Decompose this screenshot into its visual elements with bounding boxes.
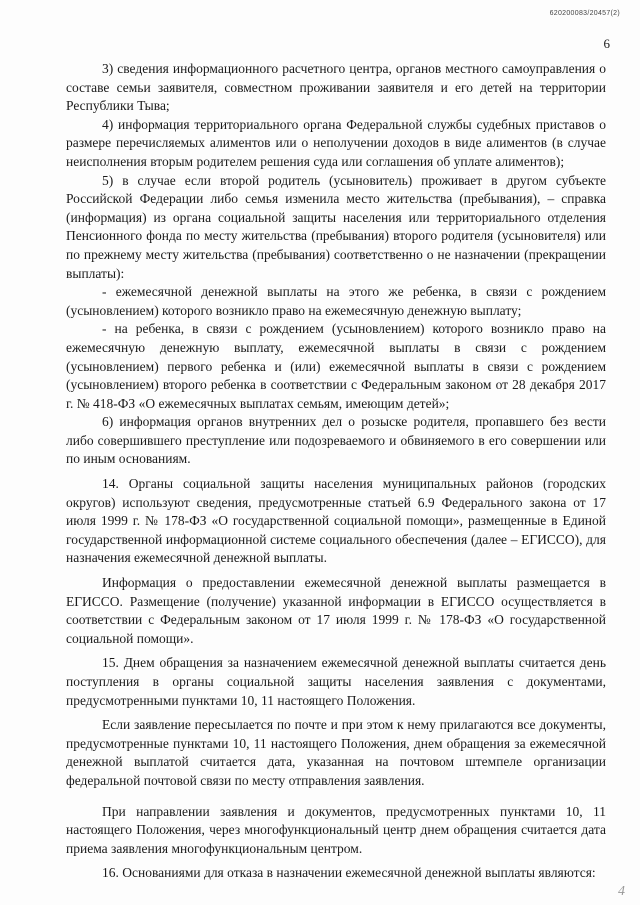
- page-number: 6: [603, 36, 610, 51]
- document-body: [66, 60, 606, 883]
- document-id: 620200083/20457(2): [549, 10, 620, 17]
- paragraph-egisso-info: Информация о предоставлении ежемесячной денежной выплаты размещается в ЕГИССО. Размещение (получение) указанной информации в ЕГИССО осуществляется в соответствии с Федеральным законом от 17 июля 1999 г. № 178-ФЗ «О государственной социальной помощи».: [66, 575, 606, 646]
- corner-handwritten-mark: 4: [618, 884, 625, 899]
- paragraph-mail-submission: Если заявление пересылается по почте и при этом к нему прилагаются все документы, предусмотренные пунктами 10, 11 настоящего Положения, днем обращения за ежемесячной денежной выплатой считается дата, указанная на почтовом штемпеле организации федеральной почтовой связи по месту отправления заявления.: [66, 717, 606, 788]
- paragraph-item-3: 3) сведения информационного расчетного центра, органов местного самоуправления о составе семьи заявителя, совместном проживании заявителя и его детей на территории Республики Тыва;: [66, 61, 606, 114]
- paragraph-item-5: 5) в случае если второй родитель (усыновитель) проживает в другом субъекте Российской Федерации либо семья изменила место жительства (пребывания), – справка (информация) из органа социальной защиты населения или территориального отделения Пенсионного фонда по месту жительства (пребывания) второго родителя (усыновителя) или по прежнему месту жительства (пребывания) соответственно о не назначении (прекращении выплаты):: [66, 172, 606, 281]
- paragraph-item-4: 4) информация территориального органа Федеральной службы судебных приставов о размере перечисляемых алиментов или о неполучении доходов в виде алиментов (в случае неисполнения вторым родителем решения суда или соглашения об уплате алиментов);: [66, 116, 606, 169]
- paragraph-item-6: 6) информация органов внутренних дел о розыске родителя, пропавшего без вести либо совершившего преступление или подозреваемого и обвиняемого в его совершении или по иным основаниям.: [66, 414, 606, 467]
- paragraph-clause-14: 14. Органы социальной защиты населения муниципальных районов (городских округов) используют сведения, предусмотренные статьей 6.9 Федерального закона от 17 июля 1999 г. № 178-ФЗ «О государственной социальной помощи», размещенные в Единой государственной информационной системе социального обеспечения (далее – ЕГИССО), для назначения ежемесячной денежной выплаты.: [66, 476, 606, 566]
- paragraph-clause-16: 16. Основаниями для отказа в назначении ежемесячной денежной выплаты являются:: [102, 865, 596, 881]
- paragraph-dash-1: - ежемесячной денежной выплаты на этого же ребенка, в связи с рождением (усыновлением) которого возникло право на ежемесячную денежную выплату;: [66, 284, 606, 318]
- paragraph-mfc-submission: При направлении заявления и документов, предусмотренных пунктами 10, 11 настоящего Положения, через многофункциональный центр днем обращения считается дата приема заявления многофункциональным центром.: [66, 803, 606, 856]
- paragraph-dash-2: - на ребенка, в связи с рождением (усыновлением) которого возникло право на ежемесячную денежную выплату, ежемесячной выплаты в связи с рождением (усыновлением) первого ребенка и (или) ежемесячной выплаты в связи с рождением (усыновлением) второго ребенка в соответствии с Федеральным законом от 28 декабря 2017 г. № 418-ФЗ «О ежемесячных выплатах семьям, имеющим детей»;: [66, 321, 606, 411]
- paragraph-clause-15: 15. Днем обращения за назначением ежемесячной денежной выплаты считается день поступления в органы социальной защиты населения заявления с документами, предусмотренными пунктами 10, 11 настоящего Положения.: [66, 655, 606, 708]
